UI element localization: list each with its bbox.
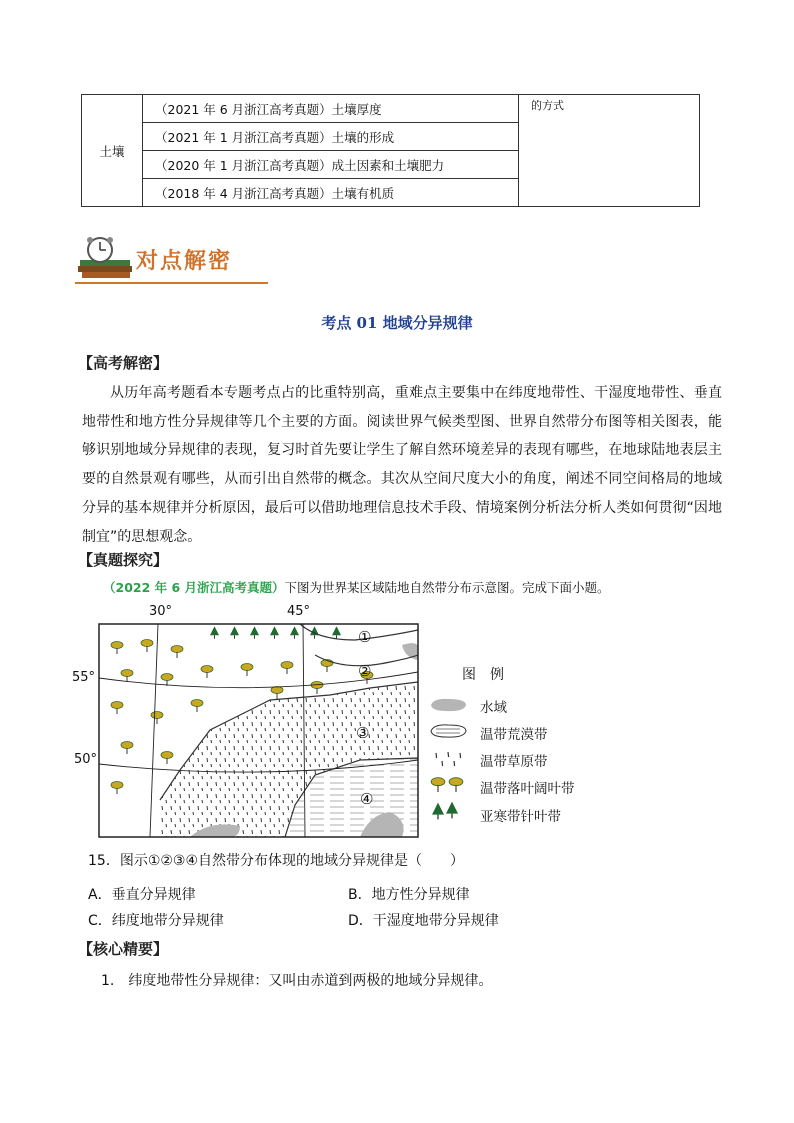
table-row: （2021 年 1 月浙江高考真题）土壤的形成	[143, 123, 519, 151]
legend-title: 图 例	[462, 667, 504, 683]
legend-label-broadleaf: 温带落叶阔叶带	[480, 781, 575, 797]
question-stem: 15．图示①②③④自然带分布体现的地域分异规律是（ ）	[88, 853, 465, 869]
conifer-trees	[210, 626, 341, 639]
question-intro	[103, 578, 610, 596]
gaokao-paragraph: 从历年高考题看本专题考点占的比重特别高，重难点主要集中在纬度地带性、干湿度地带性、垂直地带性和地方性分异规律等几个主要的方面。阅读世界气候类型图、世界自然带分布图等相关图表，能够识别地域分异规律的表现，复习时首先要让学生了解自然环境差异的表现有哪些，在地球陆地表层主要的自然景观有哪些，从而引出自然带的概念。其次从空间尺度大小的角度，阐述不同空间格局的地域分异的基本规律并分析原因，最后可以借助地理信息技术手段、情境案例分析法分析人类如何贯彻“因地制宜”的思想观念。	[82, 385, 722, 545]
lon-label-30: 30°	[149, 604, 173, 619]
question-intro-text: 下图为世界某区域陆地自然带分布示意图。完成下面小题。	[284, 580, 610, 595]
table-row: （2020 年 1 月浙江高考真题）成土因素和土壤肥力	[143, 151, 519, 179]
exam-table	[81, 94, 700, 207]
table-row: （2018 年 4 月浙江高考真题）土壤有机质	[143, 179, 519, 207]
legend-label-water: 水域	[480, 700, 507, 716]
grassland-icon	[428, 750, 470, 770]
desert-icon	[428, 722, 470, 740]
clock-books-icon	[74, 236, 136, 282]
option-c: C．纬度地带分异规律	[88, 913, 224, 929]
option-b: B．地方性分异规律	[348, 887, 470, 903]
lat-label-50: 50°	[74, 752, 98, 767]
kaodian-title: 考点 01 地域分异规律	[321, 314, 473, 332]
legend-label-grassland: 温带草原带	[480, 754, 548, 770]
zone-label-3: ③	[356, 724, 370, 742]
option-d: D．干湿度地带分异规律	[348, 913, 499, 929]
table-note: 的方式	[519, 95, 700, 207]
lat-label-55: 55°	[72, 670, 96, 685]
section-banner-title: 对点解密	[136, 248, 233, 274]
table-category: 土壤	[82, 95, 143, 207]
broadleaf-tree-icon	[428, 772, 470, 800]
table-row: （2021 年 6 月浙江高考真题）土壤厚度	[143, 95, 519, 123]
banner-underline	[75, 282, 268, 284]
zone-label-1: ①	[358, 628, 372, 646]
legend-label-conifer: 亚寒带针叶带	[480, 809, 561, 825]
conifer-tree-icon	[428, 798, 470, 826]
lon-label-45: 45°	[287, 604, 311, 619]
natural-zone-map	[70, 600, 610, 840]
option-a: A．垂直分异规律	[88, 887, 196, 903]
hexin-heading: 【核心精要】	[78, 940, 169, 958]
core-point: 1. 纬度地带性分异规律：又叫由赤道到两极的地域分异规律。	[101, 973, 493, 989]
question-source: （2022 年 6 月浙江高考真题）	[103, 580, 285, 595]
zhenti-heading: 【真题探究】	[78, 551, 169, 569]
zone-label-4: ④	[360, 790, 374, 808]
legend-label-desert: 温带荒漠带	[480, 727, 548, 743]
water-icon	[428, 696, 470, 714]
zone-label-2: ②	[358, 662, 372, 680]
gaokao-heading: 【高考解密】	[78, 354, 169, 372]
